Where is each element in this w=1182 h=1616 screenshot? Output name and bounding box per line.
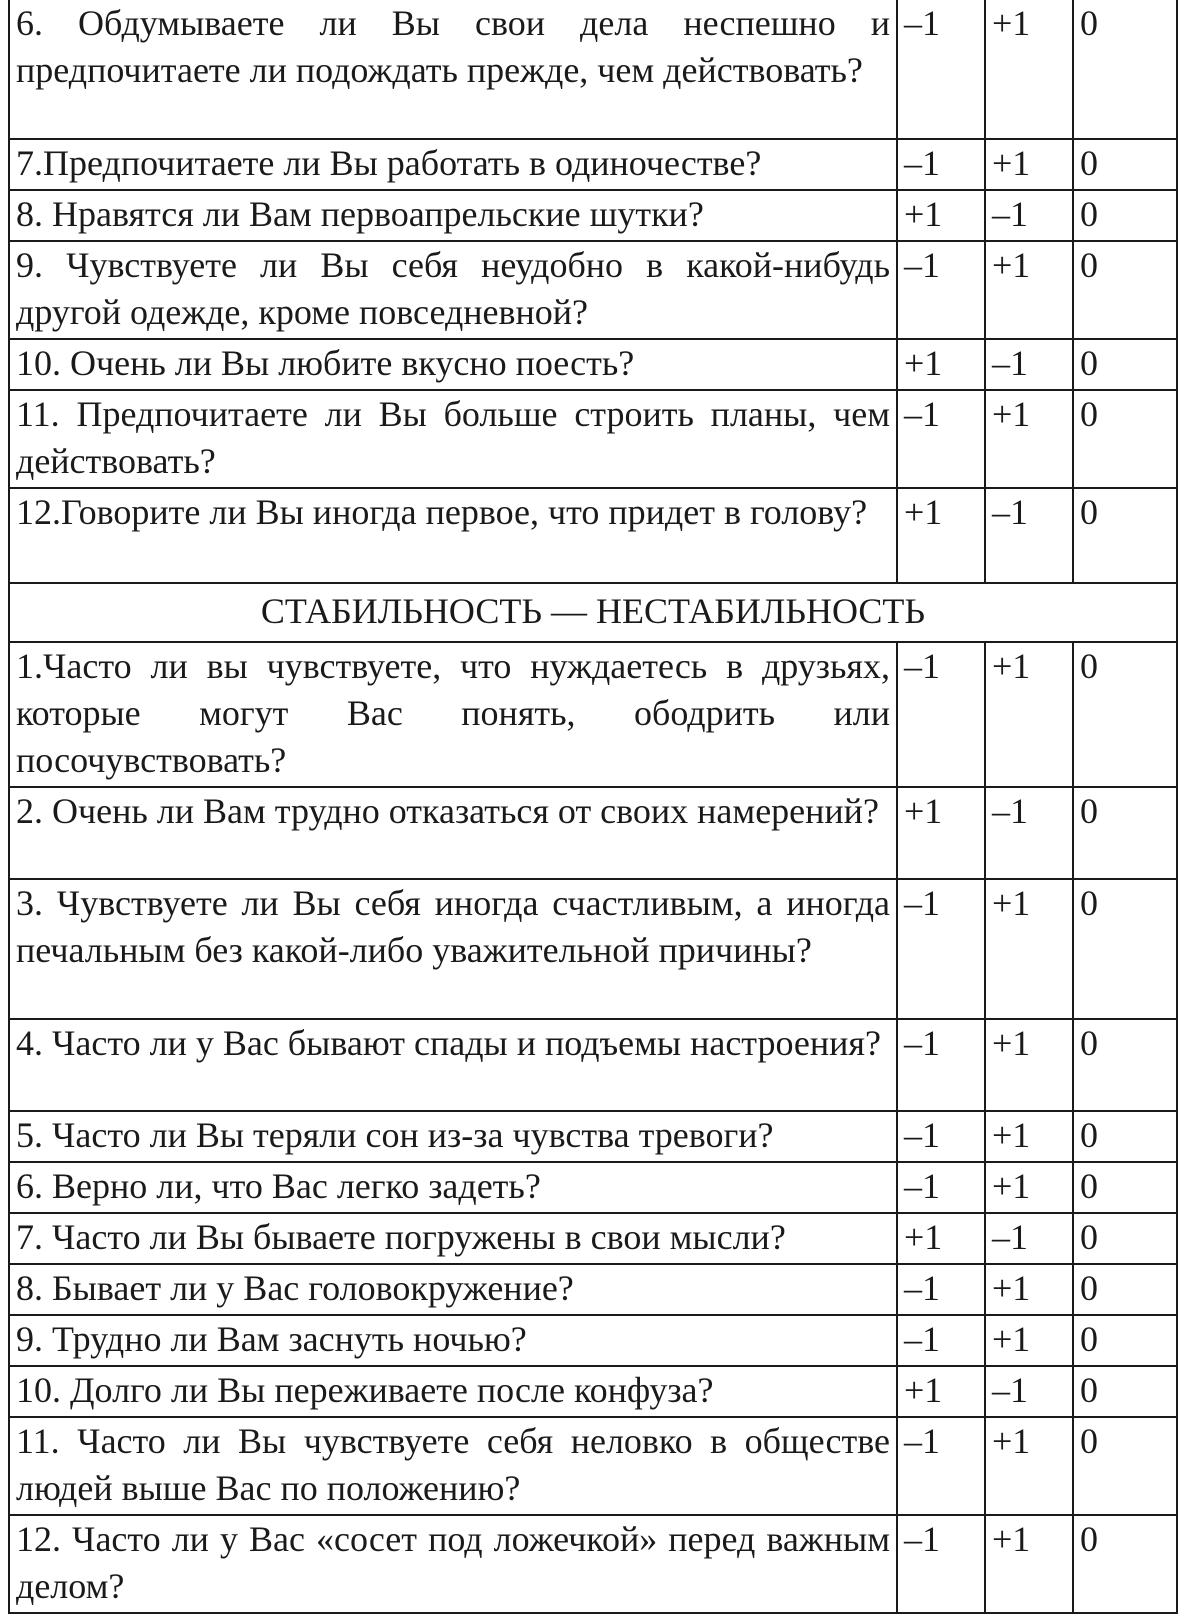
questionnaire-table xyxy=(8,0,1178,1614)
table-row xyxy=(9,1417,1177,1515)
question-cell: 5. Часто ли Вы теряли сон из-за чувства тревоги? xyxy=(9,1111,897,1162)
question-cell: 11. Часто ли Вы чувствуете себя неловко в обществе людей выше Вас по положению? xyxy=(9,1417,897,1515)
score-no-cell: +1 xyxy=(985,0,1073,139)
score-no-cell: +1 xyxy=(985,1162,1073,1213)
score-neutral-cell: 0 xyxy=(1073,390,1177,488)
score-yes-cell: +1 xyxy=(897,787,985,879)
score-neutral-cell: 0 xyxy=(1073,0,1177,139)
score-yes-cell: –1 xyxy=(897,0,985,139)
question-cell: 6. Обдумываете ли Вы свои дела неспешно и предпочитаете ли подождать прежде, чем действовать? xyxy=(9,0,897,139)
score-yes-cell: +1 xyxy=(897,1213,985,1264)
score-neutral-cell: 0 xyxy=(1073,339,1177,390)
table-row xyxy=(9,0,1177,139)
table-row xyxy=(9,390,1177,488)
table-row xyxy=(9,1019,1177,1111)
table-row xyxy=(9,241,1177,339)
score-no-cell: –1 xyxy=(985,190,1073,241)
score-no-cell: +1 xyxy=(985,390,1073,488)
question-cell: 9. Чувствуете ли Вы себя неудобно в какой-нибудь другой одежде, кроме повседневной? xyxy=(9,241,897,339)
table-row xyxy=(9,787,1177,879)
score-no-cell: +1 xyxy=(985,1019,1073,1111)
score-no-cell: +1 xyxy=(985,1264,1073,1315)
question-cell: 8. Нравятся ли Вам первоапрельские шутки? xyxy=(9,190,897,241)
score-neutral-cell: 0 xyxy=(1073,787,1177,879)
score-neutral-cell: 0 xyxy=(1073,1019,1177,1111)
questionnaire-body xyxy=(9,0,1177,1613)
score-neutral-cell: 0 xyxy=(1073,1264,1177,1315)
score-no-cell: +1 xyxy=(985,241,1073,339)
question-cell: 9. Трудно ли Вам заснуть ночью? xyxy=(9,1315,897,1366)
table-row xyxy=(9,1213,1177,1264)
score-yes-cell: +1 xyxy=(897,1366,985,1417)
score-yes-cell: –1 xyxy=(897,139,985,190)
question-cell: 3. Чувствуете ли Вы себя иногда счастливым, а иногда печальным без какой-либо уважительной причины? xyxy=(9,879,897,1019)
table-row xyxy=(9,879,1177,1019)
table-row xyxy=(9,642,1177,787)
score-no-cell: +1 xyxy=(985,1515,1073,1613)
score-neutral-cell: 0 xyxy=(1073,190,1177,241)
score-yes-cell: –1 xyxy=(897,1315,985,1366)
section-header-row xyxy=(9,583,1177,642)
score-yes-cell: –1 xyxy=(897,390,985,488)
score-no-cell: –1 xyxy=(985,787,1073,879)
score-no-cell: +1 xyxy=(985,1111,1073,1162)
score-yes-cell: –1 xyxy=(897,1019,985,1111)
score-yes-cell: –1 xyxy=(897,1162,985,1213)
score-yes-cell: +1 xyxy=(897,488,985,583)
score-yes-cell: –1 xyxy=(897,1111,985,1162)
score-yes-cell: +1 xyxy=(897,339,985,390)
table-row xyxy=(9,190,1177,241)
table-row xyxy=(9,1162,1177,1213)
score-no-cell: +1 xyxy=(985,139,1073,190)
score-neutral-cell: 0 xyxy=(1073,488,1177,583)
score-no-cell: +1 xyxy=(985,1315,1073,1366)
score-yes-cell: –1 xyxy=(897,1515,985,1613)
table-row xyxy=(9,1264,1177,1315)
question-cell: 10. Очень ли Вы любите вкусно поесть? xyxy=(9,339,897,390)
table-row xyxy=(9,488,1177,583)
question-cell: 7. Часто ли Вы бываете погружены в свои мысли? xyxy=(9,1213,897,1264)
score-neutral-cell: 0 xyxy=(1073,642,1177,787)
score-neutral-cell: 0 xyxy=(1073,1162,1177,1213)
score-no-cell: +1 xyxy=(985,1417,1073,1515)
score-neutral-cell: 0 xyxy=(1073,241,1177,339)
score-neutral-cell: 0 xyxy=(1073,1515,1177,1613)
score-no-cell: –1 xyxy=(985,1366,1073,1417)
table-row xyxy=(9,1515,1177,1613)
score-no-cell: +1 xyxy=(985,879,1073,1019)
score-neutral-cell: 0 xyxy=(1073,879,1177,1019)
question-cell: 10. Долго ли Вы переживаете после конфуза? xyxy=(9,1366,897,1417)
score-yes-cell: –1 xyxy=(897,642,985,787)
score-no-cell: –1 xyxy=(985,1213,1073,1264)
table-row xyxy=(9,1366,1177,1417)
question-cell: 4. Часто ли у Вас бывают спады и подъемы настроения? xyxy=(9,1019,897,1111)
score-neutral-cell: 0 xyxy=(1073,1213,1177,1264)
score-neutral-cell: 0 xyxy=(1073,1417,1177,1515)
table-row xyxy=(9,139,1177,190)
score-yes-cell: –1 xyxy=(897,1264,985,1315)
question-cell: 11. Предпочитаете ли Вы больше строить планы, чем действовать? xyxy=(9,390,897,488)
section-title: СТАБИЛЬНОСТЬ — НЕСТАБИЛЬНОСТЬ xyxy=(9,583,1177,642)
score-neutral-cell: 0 xyxy=(1073,1315,1177,1366)
score-no-cell: –1 xyxy=(985,339,1073,390)
score-yes-cell: –1 xyxy=(897,1417,985,1515)
score-yes-cell: +1 xyxy=(897,190,985,241)
question-cell: 7.Предпочитаете ли Вы работать в одиночестве? xyxy=(9,139,897,190)
score-yes-cell: –1 xyxy=(897,241,985,339)
table-row xyxy=(9,1315,1177,1366)
score-neutral-cell: 0 xyxy=(1073,1111,1177,1162)
score-no-cell: –1 xyxy=(985,488,1073,583)
table-row xyxy=(9,1111,1177,1162)
question-cell: 1.Часто ли вы чувствуете, что нуждаетесь в друзьях, которые могут Вас понять, ободрить или посочувствовать? xyxy=(9,642,897,787)
score-no-cell: +1 xyxy=(985,642,1073,787)
question-cell: 12. Часто ли у Вас «сосет под ложечкой» перед важным делом? xyxy=(9,1515,897,1613)
score-neutral-cell: 0 xyxy=(1073,1366,1177,1417)
question-cell: 8. Бывает ли у Вас головокружение? xyxy=(9,1264,897,1315)
question-cell: 2. Очень ли Вам трудно отказаться от своих намерений? xyxy=(9,787,897,879)
score-neutral-cell: 0 xyxy=(1073,139,1177,190)
score-yes-cell: –1 xyxy=(897,879,985,1019)
question-cell: 12.Говорите ли Вы иногда первое, что придет в голову? xyxy=(9,488,897,583)
question-cell: 6. Верно ли, что Вас легко задеть? xyxy=(9,1162,897,1213)
table-row xyxy=(9,339,1177,390)
